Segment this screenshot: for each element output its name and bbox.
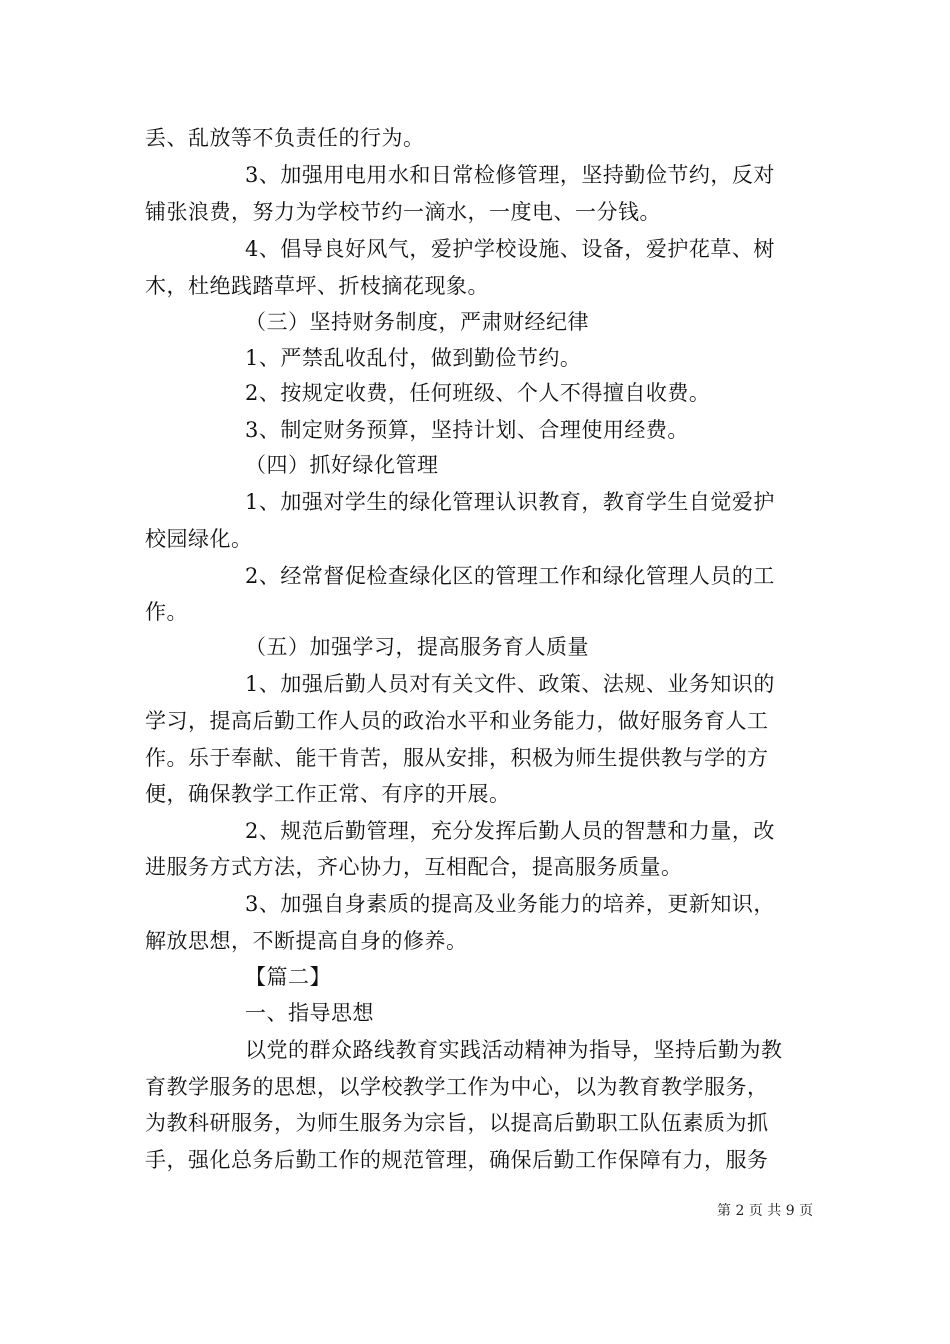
text-line: 4、倡导良好风气，爱护学校设施、设备，爱护花草、树 [245,237,775,261]
text-line: 为教科研服务，为师生服务为宗旨，以提高后勤职工队伍素质为抓 [145,1111,769,1135]
text-line: 2、规范后勤管理，充分发挥后勤人员的智慧和力量，改 [245,819,775,843]
text-line: 3、制定财务预算，坚持计划、合理使用经费。 [245,418,689,442]
text-line: 作。乐于奉献、能干肯苦，服从安排，积极为师生提供教与学的方 [145,746,769,770]
text-line: 1、严禁乱收乱付，做到勤俭节约。 [245,346,582,370]
section-heading: （三）坚持财务制度，严肃财经纪律 [245,310,589,334]
text-line: 育教学服务的思想，以学校教学工作为中心，以为教育教学服务， [145,1075,769,1099]
text-line: 2、经常督促检查绿化区的管理工作和绿化管理人员的工 [245,564,775,588]
text-line: 3、加强用电用水和日常检修管理，坚持勤俭节约，反对 [245,163,775,187]
section-heading: （四）抓好绿化管理 [245,453,439,477]
part-heading: 【篇二】 [245,965,331,989]
page-number: 第 2 页 共 9 页 [717,1203,814,1219]
text-line: 便，确保教学工作正常、有序的开展。 [145,782,511,806]
text-line: 以党的群众路线教育实践活动精神为指导，坚持后勤为教 [245,1038,783,1062]
section-heading: （五）加强学习，提高服务育人质量 [245,635,589,659]
text-line: 学习，提高后勤工作人员的政治水平和业务能力，做好服务育人工 [145,709,769,733]
text-line: 2、按规定收费，任何班级、个人不得擅自收费。 [245,381,711,405]
text-line: 进服务方式方法，齐心协力，互相配合，提高服务质量。 [145,855,683,879]
text-line: 手，强化总务后勤工作的规范管理，确保后勤工作保障有力，服务 [145,1148,769,1172]
text-line: 3、加强自身素质的提高及业务能力的培养，更新知识， [245,892,775,916]
text-line: 1、加强后勤人员对有关文件、政策、法规、业务知识的 [245,672,775,696]
text-line: 铺张浪费，努力为学校节约一滴水，一度电、一分钱。 [145,200,661,224]
text-line: 木，杜绝践踏草坪、折枝摘花现象。 [145,274,489,298]
section-heading: 一、指导思想 [245,1001,374,1025]
text-line: 丢、乱放等不负责任的行为。 [145,126,425,150]
text-line: 解放思想，不断提高自身的修养。 [145,929,468,953]
text-line: 作。 [145,600,188,624]
text-line: 校园绿化。 [145,527,253,551]
text-line: 1、加强对学生的绿化管理认识教育，教育学生自觉爱护 [245,490,775,514]
